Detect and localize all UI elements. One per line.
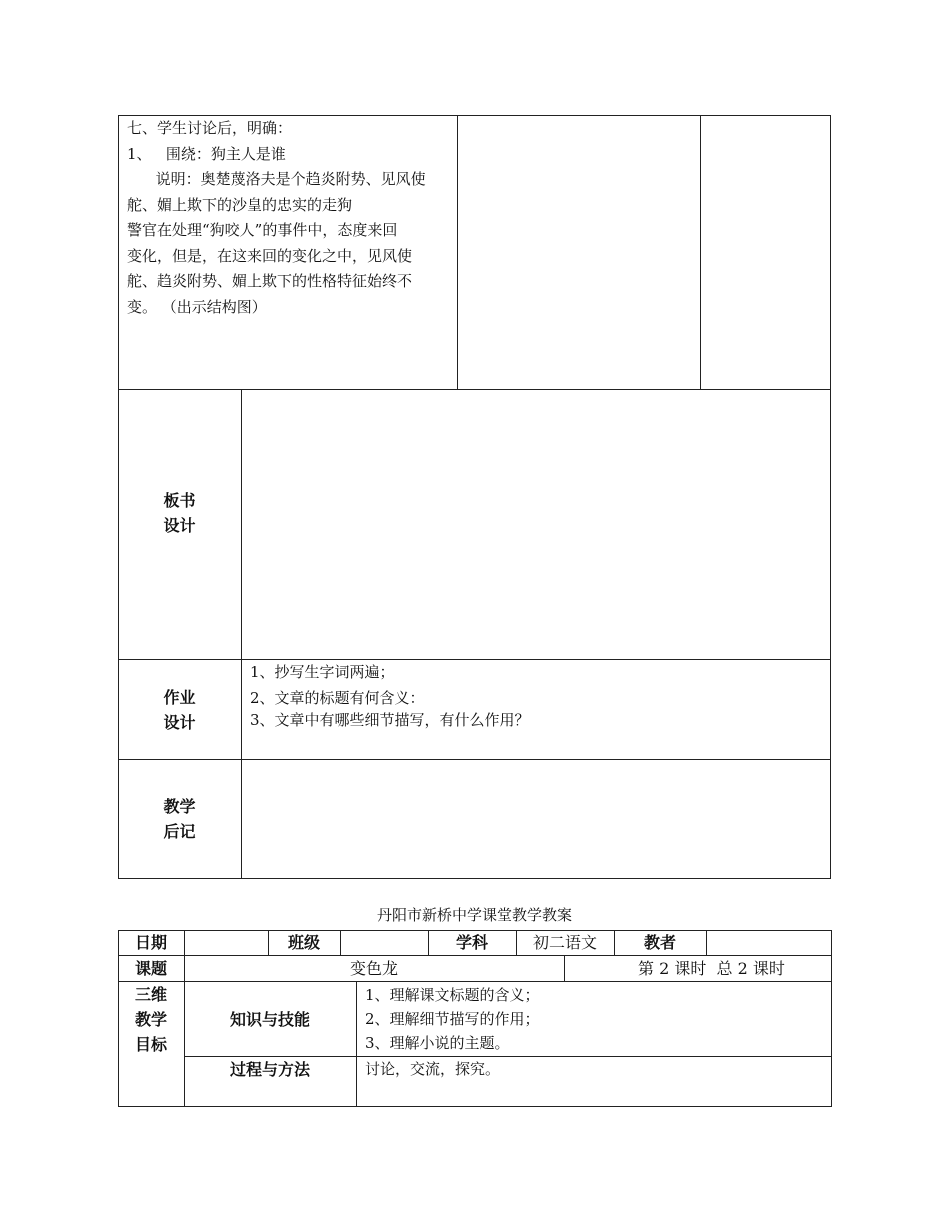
- continuation-line: 七、学生讨论后，明确：: [127, 119, 293, 137]
- continuation-cell: [118, 116, 457, 389]
- continuation-line: 警官在处理“狗咬人”的事件中，态度来回: [127, 221, 398, 239]
- class-label: 班级: [287, 933, 320, 952]
- process-label: 过程与方法: [229, 1060, 310, 1079]
- homework-item: 3、文章中有哪些细节描写，有什么作用？: [250, 711, 530, 729]
- plan-title: 丹阳市新桥中学课堂教学教案: [376, 906, 572, 924]
- continuation-empty-cell: [701, 116, 830, 389]
- continuation-line: 1、 围绕：狗主人是谁: [127, 144, 286, 163]
- knowledge-item: 2、理解细节描写的作用；: [365, 1010, 540, 1028]
- postscript-label: 教学: [163, 797, 196, 816]
- subject-label: 学科: [455, 933, 488, 952]
- knowledge-label: 知识与技能: [229, 1010, 310, 1029]
- topic-label: 课题: [134, 959, 167, 978]
- board-design-label: 板书: [163, 491, 196, 510]
- continuation-line: 变。 （出示结构图）: [127, 297, 267, 316]
- topic-value: 变色龙: [349, 959, 398, 978]
- objectives-label: 目标: [134, 1035, 167, 1054]
- continuation-line: 舵、趋炎附势、媚上欺下的性格特征始终不: [127, 272, 413, 290]
- homework-item: 2、文章的标题有何含义：: [250, 689, 425, 707]
- date-value: [185, 931, 268, 955]
- teacher-value: [707, 931, 831, 955]
- date-label: 日期: [134, 933, 167, 952]
- objectives-label: 教学: [134, 1010, 167, 1029]
- process-value: 讨论，交流，探究。: [365, 1060, 501, 1078]
- board-design-label: 设计: [163, 516, 196, 535]
- continuation-line: 说明：奥楚蔑洛夫是个趋炎附势、见风使: [127, 170, 426, 188]
- postscript-label: 后记: [163, 822, 196, 841]
- subject-value: 初二语文: [532, 933, 597, 952]
- knowledge-item: 3、理解小说的主题。: [365, 1034, 510, 1052]
- homework-label: 设计: [163, 713, 196, 732]
- homework-label: 作业: [163, 688, 196, 707]
- continuation-line: 变化，但是，在这来回的变化之中，见风使: [127, 246, 413, 265]
- period-info: 第 2 课时 总 2 课时: [638, 959, 785, 978]
- postscript-content: [242, 760, 830, 878]
- continuation-line: 舵、媚上欺下的沙皇的忠实的走狗: [127, 195, 353, 214]
- knowledge-item: 1、理解课文标题的含义；: [365, 986, 540, 1004]
- teacher-label: 教者: [643, 933, 676, 952]
- board-design-content: [242, 390, 830, 659]
- class-value: [341, 931, 428, 955]
- continuation-empty-cell: [458, 116, 700, 389]
- homework-item: 1、抄写生字词两遍；: [250, 663, 395, 681]
- objectives-label: 三维: [134, 985, 167, 1004]
